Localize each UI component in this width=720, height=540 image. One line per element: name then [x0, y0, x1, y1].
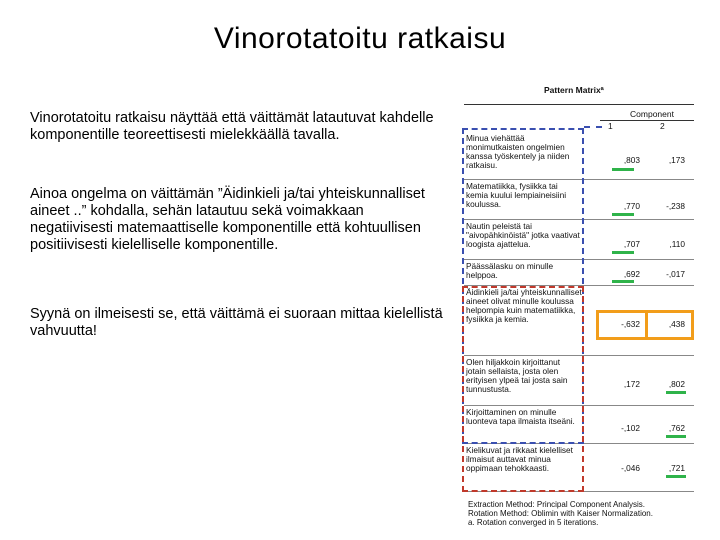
matrix-divider: [464, 104, 694, 105]
row-label: Äidinkieli ja/tai yhteiskunnalliset aineet olivat minulle koulussa helpompia kuin matematiikka, fysiikka ja kemia.: [466, 287, 582, 324]
highlight-bar: [612, 168, 634, 171]
row-value-1: ,770: [623, 201, 640, 211]
slide-title: Vinorotatoitu ratkaisu: [213, 22, 507, 55]
row-value-1: -,632: [621, 319, 640, 329]
highlight-bar: [666, 435, 686, 438]
row-value-2: ,110: [669, 239, 685, 249]
row-value-1: ,692: [623, 269, 640, 279]
row-value-2: -,017: [666, 269, 685, 279]
matrix-title: Pattern Matrixª: [544, 85, 604, 95]
row-value-1: -,102: [621, 423, 640, 433]
paragraph-1: Vinorotatoitu ratkaisu näyttää että väittämät latautuvat kahdelle komponentille teoreettisesti mielekkäällä tavalla.: [30, 110, 434, 143]
highlight-bar: [666, 475, 686, 478]
row-value-2: ,438: [668, 319, 685, 329]
paragraph-2: Ainoa ongelma on väittämän ”Äidinkieli ja/tai yhteiskunnalliset aineet ..” kohdalla, sehän latautuu sekä voimakkaan negatiivisesti matemaattiselle komponentille että kohtuullisen positiivisesti kielelliselle komponentille.: [30, 186, 425, 253]
row-label: Kielikuvat ja rikkaat kielelliset ilmaisut auttavat minua oppimaan tehokkaasti.: [466, 445, 573, 473]
column-header-1: 1: [608, 121, 613, 131]
component-header: Component: [630, 109, 674, 119]
row-value-1: ,707: [623, 239, 640, 249]
highlight-bar: [612, 251, 634, 254]
row-label: Päässälasku on minulle helppoa.: [466, 261, 554, 280]
row-value-2: ,762: [668, 423, 685, 433]
matrix-footnote-converged: a. Rotation converged in 5 iterations.: [468, 518, 599, 527]
cross-loading-value-highlight: [645, 310, 694, 340]
column-header-2: 2: [660, 121, 665, 131]
row-value-1: -,046: [621, 463, 640, 473]
highlight-bar: [612, 213, 634, 216]
math-items-connector: [584, 126, 602, 132]
row-label: Kirjoittaminen on minulle luontevа tapa ilmaista itseäni.: [466, 407, 575, 426]
row-value-2: ,802: [668, 379, 685, 389]
paragraph-3: Syynä on ilmeisesti se, että väittämä ei suoraan mittaa kielellistä vahvuutta!: [30, 306, 443, 339]
row-label: Olen hiljakkoin kirjoittanut jotain sellaista, josta olen erityisen ylpeä tai josta sain tunnustusta.: [466, 357, 568, 394]
row-value-1: ,172: [623, 379, 640, 389]
row-value-2: -,238: [666, 201, 685, 211]
row-label: Nautin peleistä tai "aivopähkinöistä" jotka vaativat loogista ajattelua.: [466, 221, 580, 249]
row-label: Minua viehättää monimutkaisten ongelmien kanssa työskentely ja niiden ratkaisu.: [466, 133, 570, 170]
language-items-box: [462, 286, 584, 492]
row-value-1: ,803: [623, 155, 640, 165]
highlight-bar: [666, 391, 686, 394]
row-label: Matematiikka, fysiikka tai kemia kuului lempiaineisiini koulussa.: [466, 181, 567, 209]
matrix-footnote-extraction: Extraction Method: Principal Component Analysis.: [468, 500, 645, 509]
component-divider: [600, 120, 694, 121]
row-value-2: ,721: [668, 463, 685, 473]
row-value-2: ,173: [668, 155, 685, 165]
matrix-footnote-rotation: Rotation Method: Oblimin with Kaiser Normalization.: [468, 509, 653, 518]
pattern-matrix: [462, 80, 702, 540]
highlight-bar: [612, 280, 634, 283]
